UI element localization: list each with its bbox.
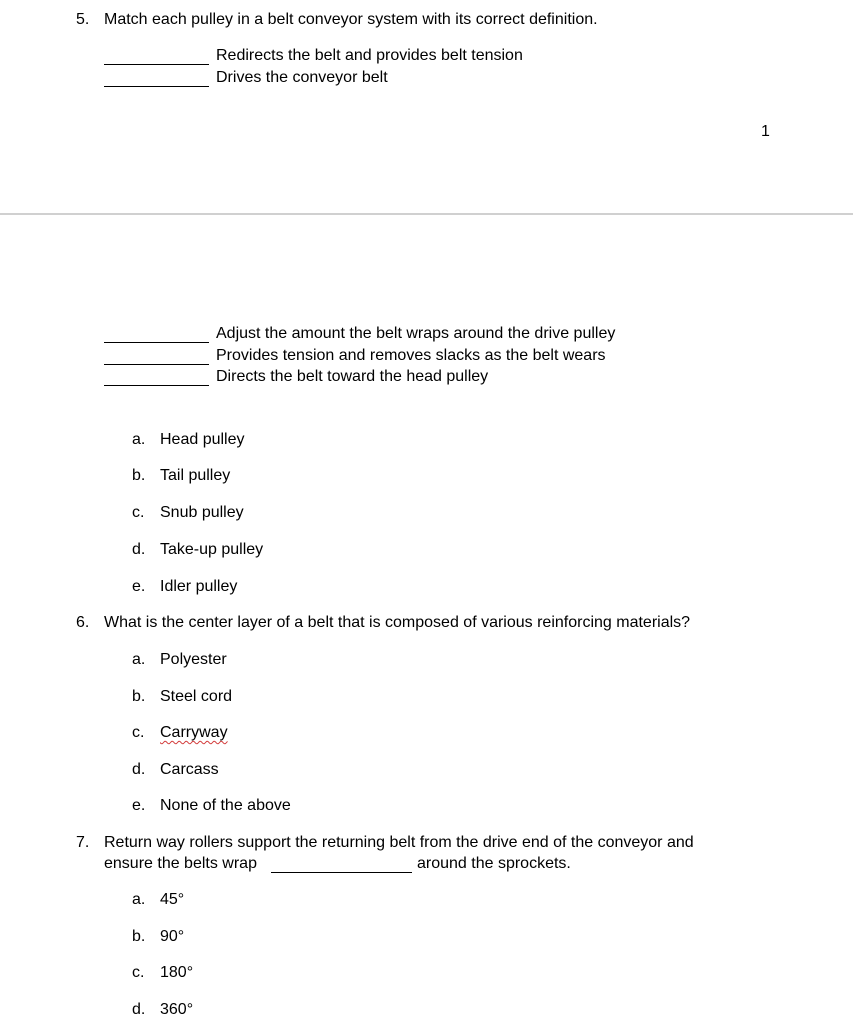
question-7-text-line2-before: ensure the belts wrap bbox=[104, 855, 257, 872]
question-7-text-line1: Return way rollers support the returning belt from the drive end of the conveyor and bbox=[104, 834, 694, 851]
option-letter: e. bbox=[132, 797, 146, 814]
option-letter: b. bbox=[132, 467, 146, 484]
option-text: 360° bbox=[160, 1001, 194, 1018]
option-text-spellcheck: Carryway bbox=[160, 724, 228, 741]
option-letter: a. bbox=[132, 431, 146, 448]
option-text: Idler pulley bbox=[160, 578, 238, 595]
option-text: None of the above bbox=[160, 797, 291, 814]
option-letter: e. bbox=[132, 578, 146, 595]
option-text: Tail pulley bbox=[160, 467, 231, 484]
question-5-text: Match each pulley in a belt conveyor system with its correct definition. bbox=[104, 11, 598, 28]
option-letter: b. bbox=[132, 688, 146, 705]
question-5-number: 5. bbox=[76, 11, 90, 28]
option-letter: d. bbox=[132, 541, 146, 558]
answer-blank[interactable] bbox=[271, 872, 412, 873]
definition-text: Directs the belt toward the head pulley bbox=[216, 368, 489, 385]
question-6-number: 6. bbox=[76, 614, 90, 631]
option-letter: d. bbox=[132, 1001, 146, 1018]
option-text: Steel cord bbox=[160, 688, 233, 705]
option-letter: d. bbox=[132, 761, 146, 778]
definition-text: Adjust the amount the belt wraps around the drive pulley bbox=[216, 325, 616, 342]
answer-blank[interactable] bbox=[104, 64, 209, 65]
option-text: 90° bbox=[160, 928, 185, 945]
option-text: Take-up pulley bbox=[160, 541, 264, 558]
answer-blank[interactable] bbox=[104, 86, 209, 87]
answer-blank[interactable] bbox=[104, 364, 209, 365]
option-letter: c. bbox=[132, 724, 145, 741]
definition-text: Drives the conveyor belt bbox=[216, 69, 388, 86]
question-7-number: 7. bbox=[76, 834, 90, 851]
option-letter: a. bbox=[132, 891, 146, 908]
answer-blank[interactable] bbox=[104, 342, 209, 343]
option-letter: c. bbox=[132, 964, 145, 981]
page-divider bbox=[0, 213, 853, 215]
page-number: 1 bbox=[761, 123, 770, 140]
option-text: Snub pulley bbox=[160, 504, 244, 521]
option-text: Head pulley bbox=[160, 431, 245, 448]
option-text: Carcass bbox=[160, 761, 219, 778]
definition-text: Provides tension and removes slacks as the belt wears bbox=[216, 347, 606, 364]
option-text: 45° bbox=[160, 891, 185, 908]
option-letter: a. bbox=[132, 651, 146, 668]
definition-text: Redirects the belt and provides belt tension bbox=[216, 47, 523, 64]
option-letter: c. bbox=[132, 504, 145, 521]
answer-blank[interactable] bbox=[104, 385, 209, 386]
question-6-text: What is the center layer of a belt that is composed of various reinforcing materials? bbox=[104, 614, 691, 631]
option-letter: b. bbox=[132, 928, 146, 945]
option-text: Polyester bbox=[160, 651, 227, 668]
question-7-text-line2-after: around the sprockets. bbox=[417, 855, 571, 872]
option-text: 180° bbox=[160, 964, 194, 981]
